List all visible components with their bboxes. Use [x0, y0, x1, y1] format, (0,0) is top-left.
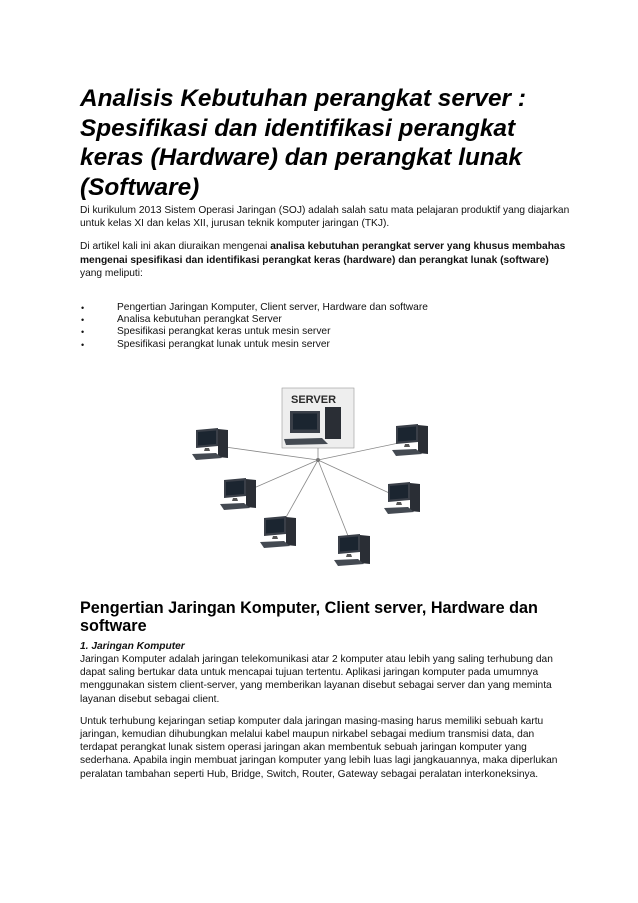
bullet-icon: • [81, 303, 85, 314]
list-item-text: Spesifikasi perangkat keras untuk mesin server [117, 326, 331, 338]
intro-paragraph: Di kurikulum 2013 Sistem Operasi Jaringan (SOJ) adalah salah satu mata pelajaran produktif yang diajarkan untuk kelas XI dan kelas XII, jurusan teknik komputer jaringan (TKJ). [80, 205, 570, 230]
subsection-heading: 1. Jaringan Komputer [80, 641, 185, 652]
bullet-icon: • [81, 315, 85, 326]
client-computer-icon [384, 482, 420, 514]
article-paragraph [80, 240, 570, 280]
bullet-icon: • [81, 339, 85, 350]
client-computer-icon [220, 478, 256, 510]
network-hub [316, 458, 320, 462]
section-heading: Pengertian Jaringan Komputer, Client server, Hardware dan software [80, 599, 538, 635]
network-diagram-svg [180, 386, 440, 568]
client-computer-icon [392, 424, 428, 456]
article-body [80, 84, 570, 351]
list-item-text: Analisa kebutuhan perangkat Server [117, 314, 282, 326]
network-diagram [180, 386, 440, 568]
article-tail: yang meliputi: [80, 267, 143, 279]
server-label: SERVER [291, 394, 337, 406]
section-body [80, 641, 570, 781]
list-item [80, 339, 570, 351]
section-paragraph: Untuk terhubung kejaringan setiap komputer dala jaringan masing-masing harus memiliki sebuah kartu jaringan, kemudian dihubungkan melalui kabel maupun nirkabel sebagai medium transmisi data, dan terdapat perangkat lunak sistem operasi jaringan akan membentuk sebuah jaringan komputer yang sederhana. Apabila ingin membuat jaringan komputer yang lebih luas lagi jangkauannya, maka diperlukan peralatan tambahan seperti Hub, Bridge, Switch, Router, Gateway sebagai peralatan interkoneksinya. [80, 715, 558, 780]
client-computer-icon [192, 428, 228, 460]
page-title: Analisis Kebutuhan perangkat server : Spesifikasi dan identifikasi perangkat keras (Hardware) dan perangkat lunak (Software) [80, 85, 526, 201]
server-keyboard [284, 438, 328, 445]
client-computer-icon [260, 516, 296, 548]
client-computer-icon [334, 534, 370, 566]
list-item [80, 314, 570, 326]
server-tower [325, 407, 341, 439]
article-lead: Di artikel kali ini akan diuraikan mengenai [80, 241, 271, 253]
topic-list [80, 302, 570, 351]
list-item [80, 326, 570, 338]
section-paragraph: Jaringan Komputer adalah jaringan telekomunikasi atar 2 komputer atau lebih yang saling terhubung dan dapat saling bertukar data untuk mencapai tujuan tertentu. Aplikasi jaringan komputer pada umumnya menggunakan sistem client-server, yang memberikan layanan disebut sebagai server dan yang meminta layanan disebut sebagai client. [80, 654, 553, 705]
list-item [80, 302, 570, 314]
list-item-text: Spesifikasi perangkat lunak untuk mesin server [117, 338, 330, 350]
article-bold: analisa kebutuhan perangkat server yang khusus membahas mengenai spesifikasi dan identifikasi perangkat keras (hardware) dan perangkat lunak (software) [80, 241, 566, 266]
list-item-text: Pengertian Jaringan Komputer, Client server, Hardware dan software [117, 302, 428, 314]
bullet-icon: • [81, 327, 85, 338]
